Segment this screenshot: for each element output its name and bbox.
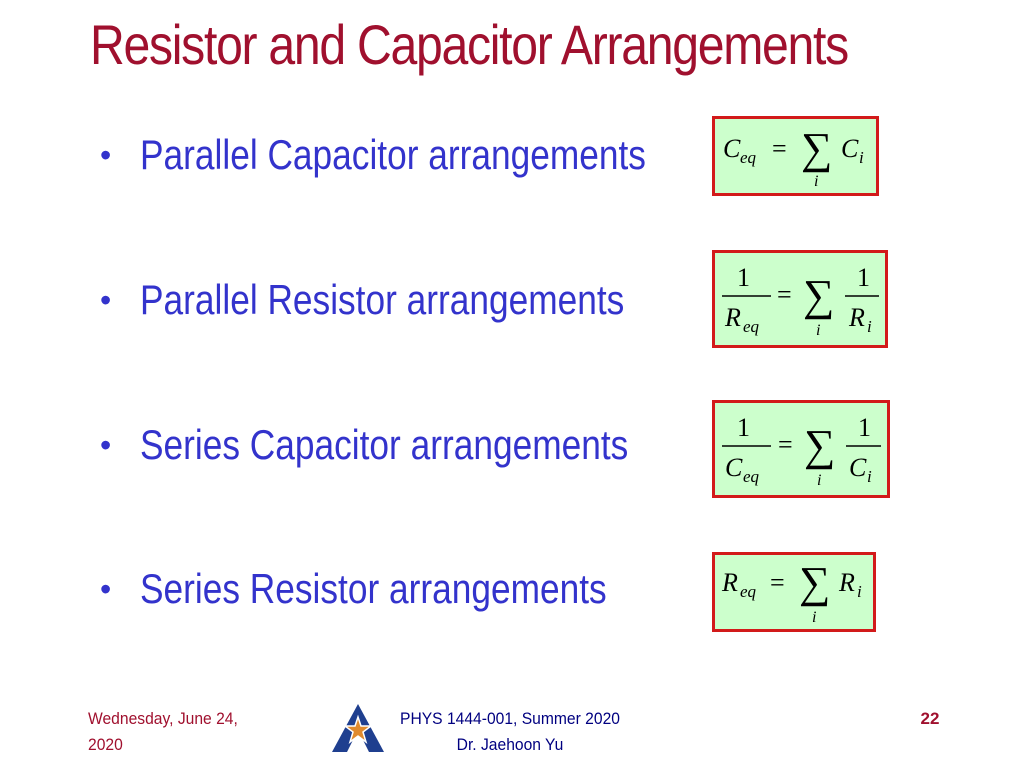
- formula-equals: =: [770, 568, 785, 597]
- formula-rhs-symbol: R: [839, 568, 855, 597]
- summation-index: i: [816, 322, 821, 339]
- formula-rhs-symbol: C: [841, 134, 859, 163]
- formula-lhs-subscript: eq: [740, 148, 757, 167]
- bullet-marker: •: [100, 571, 112, 607]
- summation-sign: ∑: [799, 558, 831, 607]
- footer-date: [88, 706, 272, 758]
- bullet-text: Parallel Resistor arrangements: [140, 276, 625, 323]
- bullet-parallel-resistor: [100, 275, 717, 325]
- bullet-marker: •: [100, 282, 112, 318]
- formula-equals: =: [778, 430, 793, 459]
- footer-date-line2: 2020: [88, 735, 123, 754]
- formula-lhs-symbol: R: [725, 303, 741, 332]
- bullet-series-capacitor: [100, 420, 721, 470]
- formula-rhs-numerator: 1: [858, 413, 871, 442]
- formula-rhs-subscript: i: [867, 467, 872, 486]
- bullet-series-resistor: [100, 564, 696, 614]
- bullet-marker: •: [100, 427, 112, 463]
- footer-course-info: [390, 706, 629, 758]
- formula-lhs-numerator: 1: [737, 413, 750, 442]
- formula-rhs-subscript: i: [859, 148, 864, 167]
- formula-lhs-numerator: 1: [737, 263, 750, 292]
- formula-series-capacitor: [712, 400, 890, 498]
- formula-parallel-capacitor: [712, 116, 879, 196]
- summation-sign: ∑: [804, 421, 836, 470]
- footer-course: PHYS 1444-001, Summer 2020: [400, 709, 620, 728]
- slide-page-number: 22: [920, 709, 940, 728]
- bullet-marker: •: [100, 137, 112, 173]
- summation-index: i: [812, 609, 817, 626]
- summation-sign: ∑: [803, 271, 835, 320]
- formula-lhs-symbol: C: [723, 134, 741, 163]
- formula-lhs-symbol: C: [725, 453, 743, 482]
- formula-lhs-symbol: R: [722, 568, 738, 597]
- formula-lhs-subscript: eq: [740, 582, 757, 601]
- bullet-text: Parallel Capacitor arrangements: [140, 131, 646, 178]
- bullet-text: Series Capacitor arrangements: [140, 421, 629, 468]
- formula-rhs-subscript: i: [867, 317, 872, 336]
- formula-rhs-subscript: i: [857, 582, 862, 601]
- formula-lhs-subscript: eq: [743, 317, 760, 336]
- formula-series-resistor: [712, 552, 876, 632]
- summation-index: i: [814, 173, 819, 190]
- bullet-parallel-capacitor: [100, 130, 742, 180]
- summation-sign: ∑: [801, 124, 833, 173]
- university-a-star-logo-icon: [330, 703, 386, 758]
- formula-equals: =: [777, 280, 792, 309]
- slide-title: Resistor and Capacitor Arrangements: [90, 13, 848, 76]
- formula-rhs-numerator: 1: [857, 263, 870, 292]
- formula-rhs-symbol: C: [849, 453, 867, 482]
- bullet-text: Series Resistor arrangements: [140, 565, 607, 612]
- formula-rhs-symbol: R: [849, 303, 865, 332]
- formula-parallel-resistor: [712, 250, 888, 348]
- footer-instructor: Dr. Jaehoon Yu: [456, 735, 564, 754]
- formula-lhs-subscript: eq: [743, 467, 760, 486]
- formula-equals: =: [772, 134, 787, 163]
- footer-date-line1: Wednesday, June 24,: [88, 709, 238, 728]
- summation-index: i: [817, 472, 822, 489]
